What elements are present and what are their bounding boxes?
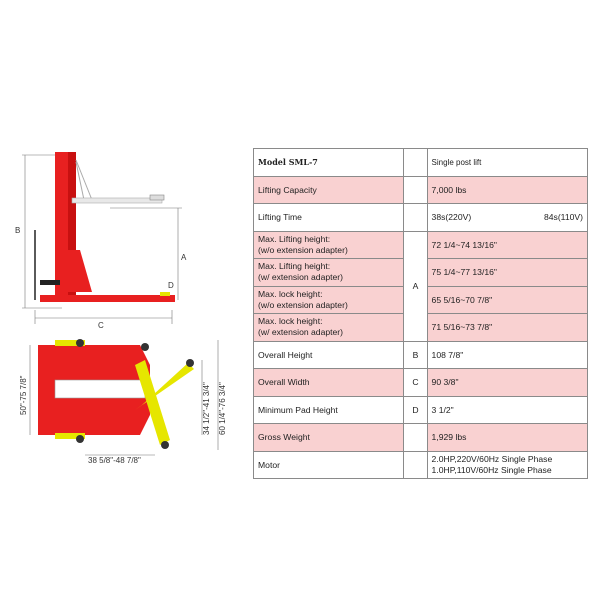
row-mark: D	[404, 396, 427, 424]
motor-110v: 1.0HP,110V/60Hz Single Phase	[431, 464, 552, 475]
side-view-diagram	[10, 140, 230, 330]
row-value	[427, 204, 587, 232]
row-mark	[404, 451, 427, 479]
row-value: 71 5/16~73 7/8"	[427, 314, 587, 342]
row-value: 108 7/8"	[427, 341, 587, 369]
row-mark	[404, 176, 427, 204]
row-label: Max. Lifting height: (w/ extension adapter)	[254, 259, 404, 287]
row-label: Max. Lifting height: (w/o extension adapter)	[254, 231, 404, 259]
row-value: 90 3/8"	[427, 369, 587, 397]
row-value: 72 1/4~74 13/16"	[427, 231, 587, 259]
row-mark	[404, 204, 427, 232]
table-row	[254, 204, 588, 232]
row-label: Overall Height	[254, 341, 404, 369]
table-row	[254, 176, 588, 204]
row-label: Lifting Capacity	[254, 176, 404, 204]
lifting-time-220v: 38s(220V)	[431, 212, 472, 223]
lifting-time-110v: 84s(110V)	[543, 212, 583, 223]
row-label: Max. lock height: (w/o extension adapter)	[254, 286, 404, 314]
row-value: 7,000 lbs	[427, 176, 587, 204]
table-row	[254, 369, 588, 397]
width-range-label: 50"-75 7/8"	[19, 375, 28, 415]
spec-table	[253, 148, 588, 479]
motor-220v: 2.0HP,220V/60Hz Single Phase	[431, 453, 553, 464]
label-c: C	[98, 321, 104, 330]
row-mark: B	[404, 341, 427, 369]
row-mark: C	[404, 369, 427, 397]
row-label: Lifting Time	[254, 204, 404, 232]
row-label: Overall Width	[254, 369, 404, 397]
row-label: Motor	[254, 451, 404, 479]
arm-reach-label: 34 1/2"-41 3/4"	[202, 382, 211, 435]
lift-arm	[72, 198, 162, 203]
label-d: D	[168, 281, 174, 290]
model-label: Model SML-7	[254, 149, 404, 177]
row-value	[427, 451, 587, 479]
row-label: Gross Weight	[254, 424, 404, 452]
table-row-model	[254, 149, 588, 177]
table-row	[254, 341, 588, 369]
table-row	[254, 231, 588, 259]
group-mark-a: A	[404, 231, 427, 341]
row-value: 3 1/2"	[427, 396, 587, 424]
top-view-diagram	[10, 335, 230, 465]
model-value: Single post lift	[427, 149, 587, 177]
label-a: A	[181, 253, 187, 262]
table-row	[254, 396, 588, 424]
row-value: 65 5/16~70 7/8"	[427, 286, 587, 314]
lift-base	[40, 295, 175, 302]
overall-range-label: 60 1/4"-76 3/4"	[218, 382, 227, 435]
table-row	[254, 424, 588, 452]
row-label: Minimum Pad Height	[254, 396, 404, 424]
label-b: B	[15, 226, 21, 235]
row-mark	[404, 424, 427, 452]
bottom-range-label: 38 5/8"-48 7/8"	[88, 456, 141, 465]
row-value: 1,929 lbs	[427, 424, 587, 452]
row-label: Max. lock height: (w/ extension adapter)	[254, 314, 404, 342]
row-value: 75 1/4~77 13/16"	[427, 259, 587, 287]
table-row	[254, 451, 588, 479]
